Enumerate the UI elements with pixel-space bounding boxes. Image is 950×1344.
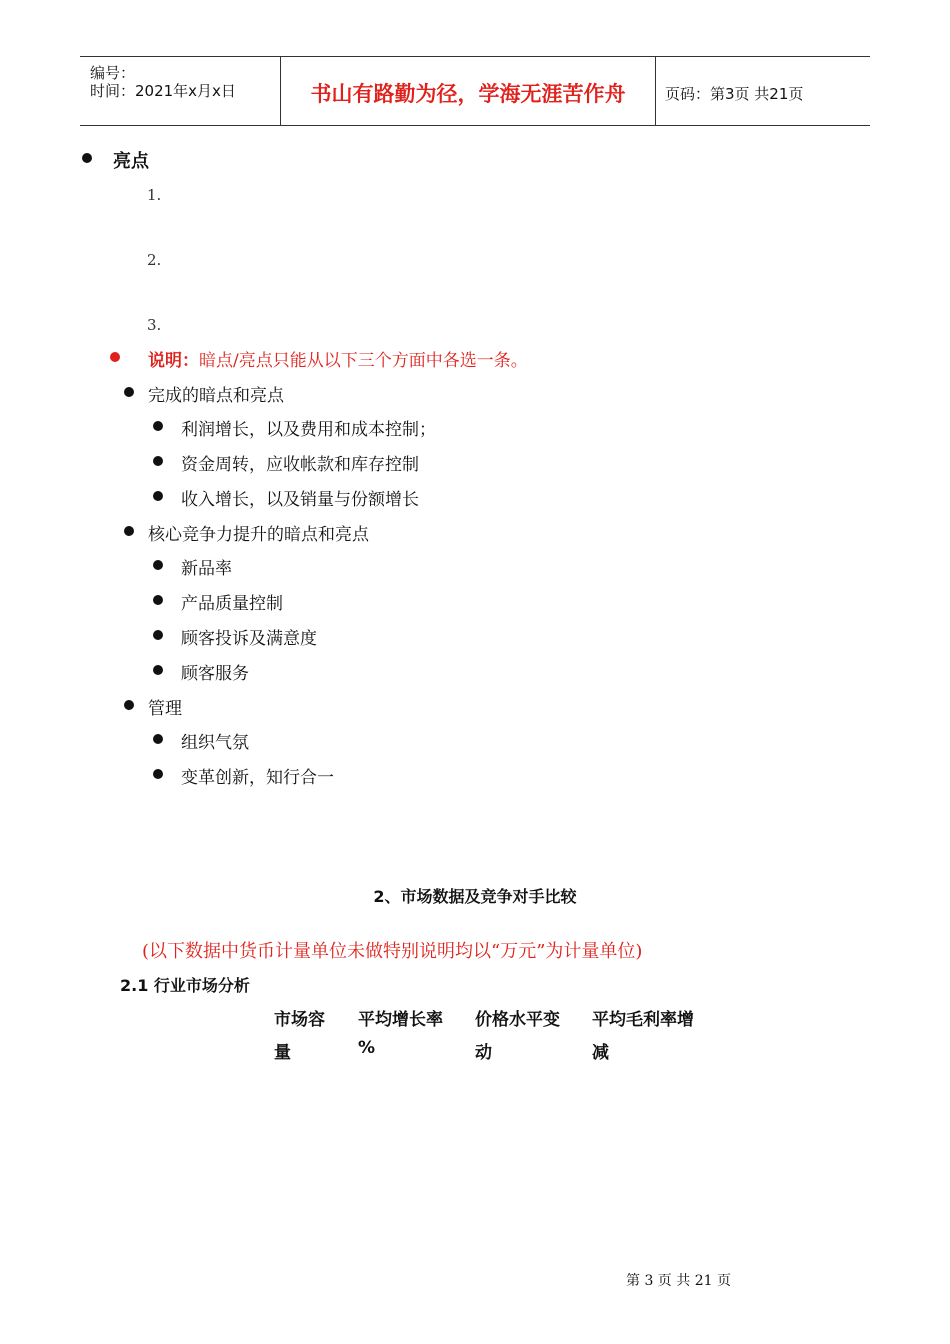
category-item: 资金周转，应收帐款和库存控制	[181, 455, 419, 475]
category-item: 产品质量控制	[181, 594, 283, 614]
category-title: 核心竞争力提升的暗点和亮点	[148, 525, 369, 545]
category-title: 管理	[148, 699, 182, 719]
bullet-icon	[153, 665, 163, 675]
table-header-cell: 减	[592, 1043, 609, 1063]
bullet-icon	[124, 387, 134, 397]
page-header	[80, 56, 870, 126]
category-item: 变革创新，知行合一	[181, 768, 334, 788]
header-center-cell	[280, 57, 656, 125]
note-text: 暗点/亮点只能从以下三个方面中各选一条。	[199, 351, 528, 371]
header-page-label: 页码：第3页 共21页	[665, 85, 804, 103]
table-header-cell: 市场容	[274, 1010, 325, 1030]
bullet-icon	[124, 700, 134, 710]
bullet-icon	[153, 560, 163, 570]
category-item: 新品率	[181, 559, 232, 579]
table-header-cell: 平均毛利率增	[592, 1010, 694, 1030]
category-item: 收入增长，以及销量与份额增长	[181, 490, 419, 510]
document-number-label: 编号：	[90, 64, 136, 82]
bullet-icon	[153, 491, 163, 501]
header-right-cell	[655, 57, 870, 125]
category-item: 利润增长，以及费用和成本控制；	[181, 420, 436, 440]
bullet-icon	[82, 153, 92, 163]
subsection-title: 2.1 行业市场分析	[120, 976, 250, 995]
highlight-item-1: 1.	[147, 186, 162, 204]
unit-note: (以下数据中货币计量单位未做特别说明均以“万元”为计量单位)	[142, 941, 643, 962]
bullet-icon	[153, 595, 163, 605]
red-bullet-icon	[110, 352, 120, 362]
bullet-icon	[153, 421, 163, 431]
header-left-cell	[80, 57, 280, 125]
highlights-title: 亮点	[113, 151, 149, 172]
category-item: 组织气氛	[181, 733, 249, 753]
section-title: 2、市场数据及竞争对手比较	[373, 887, 577, 906]
highlight-item-2: 2.	[147, 251, 162, 269]
note-label: 说明：	[148, 351, 199, 371]
note-line	[148, 346, 528, 371]
table-header-cell: %	[358, 1038, 376, 1058]
bullet-icon	[153, 456, 163, 466]
bullet-icon	[153, 769, 163, 779]
bullet-icon	[124, 526, 134, 536]
table-header-cell: 动	[475, 1043, 492, 1063]
table-header-cell: 平均增长率	[358, 1010, 443, 1030]
highlight-item-3: 3.	[147, 316, 162, 334]
bullet-icon	[153, 734, 163, 744]
category-item: 顾客投诉及满意度	[181, 629, 317, 649]
document-time-label: 时间：2021年x月x日	[90, 82, 236, 100]
table-header-cell: 价格水平变	[475, 1010, 560, 1030]
page-footer: 第 3 页 共 21 页	[626, 1273, 731, 1289]
header-motto: 书山有路勤为径，学海无涯苦作舟	[310, 82, 626, 106]
category-title: 完成的暗点和亮点	[148, 386, 284, 406]
category-item: 顾客服务	[181, 664, 249, 684]
bullet-icon	[153, 630, 163, 640]
table-header-cell: 量	[274, 1043, 291, 1063]
